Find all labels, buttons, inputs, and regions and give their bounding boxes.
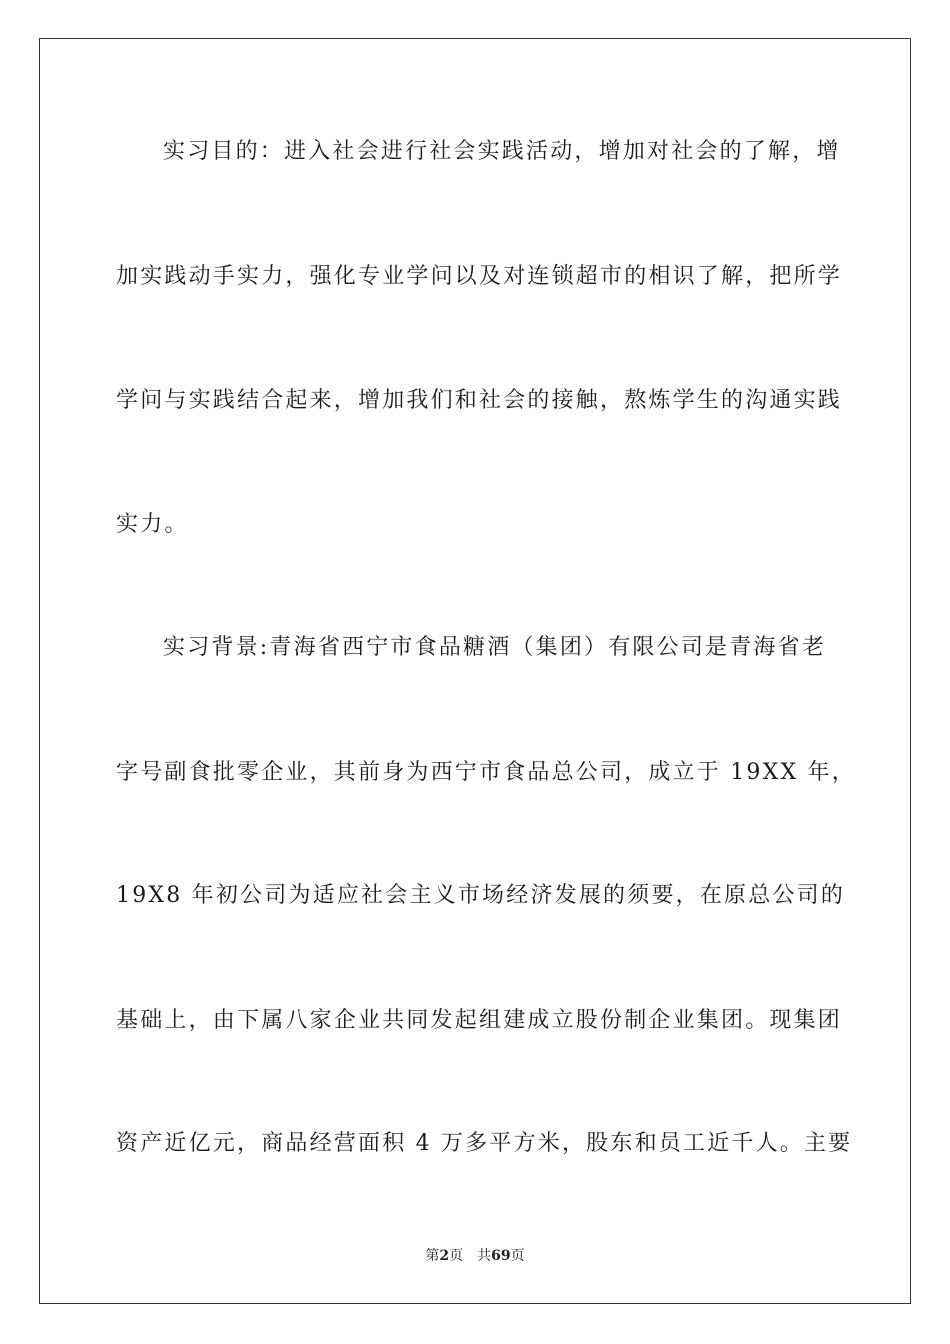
text-line: 基础上，由下属八家企业共同发起组建成立股份制企业集团。现集团 [116, 1008, 843, 1033]
text-line: 实力。 [116, 512, 189, 537]
page-suffix: 页 [449, 1248, 464, 1264]
total-pages: 69 [491, 1248, 511, 1264]
total-prefix: 共 [477, 1248, 492, 1264]
text-line: 实习目的：进入社会进行社会实践活动，增加对社会的了解，增 [163, 139, 841, 164]
text-line: 学问与实践结合起来，增加我们和社会的接触，熬炼学生的沟通实践 [116, 388, 843, 413]
page-number: 2 [439, 1248, 450, 1264]
total-suffix: 页 [510, 1248, 525, 1264]
text-line: 实习背景:青海省西宁市食品糖酒（集团）有限公司是青海省老 [163, 635, 827, 660]
page-border [39, 38, 911, 1304]
text-line: 资产近亿元，商品经营面积 4 万多平方米，股东和员工近千人。主要 [116, 1131, 853, 1156]
text-line: 加实践动手实力，强化专业学问以及对连锁超市的相识了解，把所学 [116, 264, 843, 289]
page-footer [0, 1246, 950, 1266]
text-line: 字号副食批零企业，其前身为西宁市食品总公司，成立于 19XX 年， [116, 760, 856, 785]
text-line: 19X8 年初公司为适应社会主义市场经济发展的须要，在原总公司的 [116, 883, 846, 908]
page-prefix: 第 [425, 1248, 440, 1264]
